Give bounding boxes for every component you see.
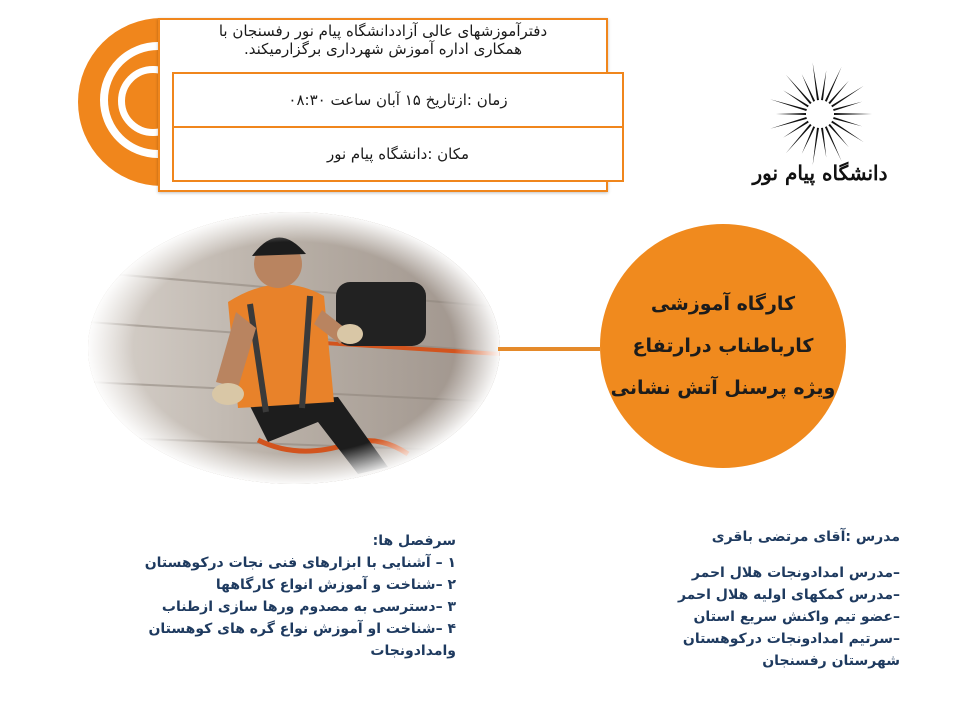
logo-caption: دانشگاه پیام نور [752,161,888,185]
organizer-text [166,22,600,58]
instructor-item: شهرستان رفسنجان [762,653,900,669]
instructor-item: –سرتیم امدادونجات درکوهستان [682,631,900,647]
heading-item: ۲ –شناخت و آموزش انواع کارگاهها [215,577,456,593]
heading-item: ۱ – آشنایی با ابزارهای فنی نجات درکوهستان [144,555,456,571]
instructor-item: –عضو تیم واکنش سریع استان [693,609,900,625]
connector-line [498,347,600,351]
photo-illustration [88,212,500,484]
heading-item: ۴ –شناخت او آموزش نواع گره های کوهستان [148,621,456,637]
instructor-item: –مدرس کمکهای اولیه هلال احمر [677,587,900,603]
time-box [172,72,624,128]
logo-icon [736,56,904,196]
heading-item: ۳ –دسترسی به مصدوم ورها سازی ازطناب [161,599,456,615]
place-box [172,126,624,182]
payame-noor-university-logo [736,56,904,196]
title-line-3: ویژه پرسنل آتش نشانی [610,377,836,399]
heading-item: وامدادونجات [370,643,456,659]
instructor-item: –مدرس امدادونجات هلال احمر [691,565,900,581]
instructor-label: مدرس :آقای مرتضی باقری [711,529,900,545]
place-text: مکان :دانشگاه پیام نور [326,145,470,163]
title-line-1: کارگاه آموزشی [650,293,796,315]
title-line-2: کارباطناب درارتفاع [632,335,814,357]
time-text: زمان :ازتاریخ ۱۵ آبان ساعت ۰۸:۳۰ [288,91,508,109]
headings-label: سرفصل ها: [372,533,456,549]
workshop-title-circle [600,224,846,468]
organizer-line-1: دفترآموزشهای عالی آزاددانشگاه پیام نور رفسنجان با [218,22,548,40]
rope-access-worker-photo [88,212,500,484]
instructor-info [660,526,900,672]
organizer-line-2: همکاری اداره آموزش شهرداری برگزارمیکند. [244,40,522,58]
course-headings [140,530,456,662]
